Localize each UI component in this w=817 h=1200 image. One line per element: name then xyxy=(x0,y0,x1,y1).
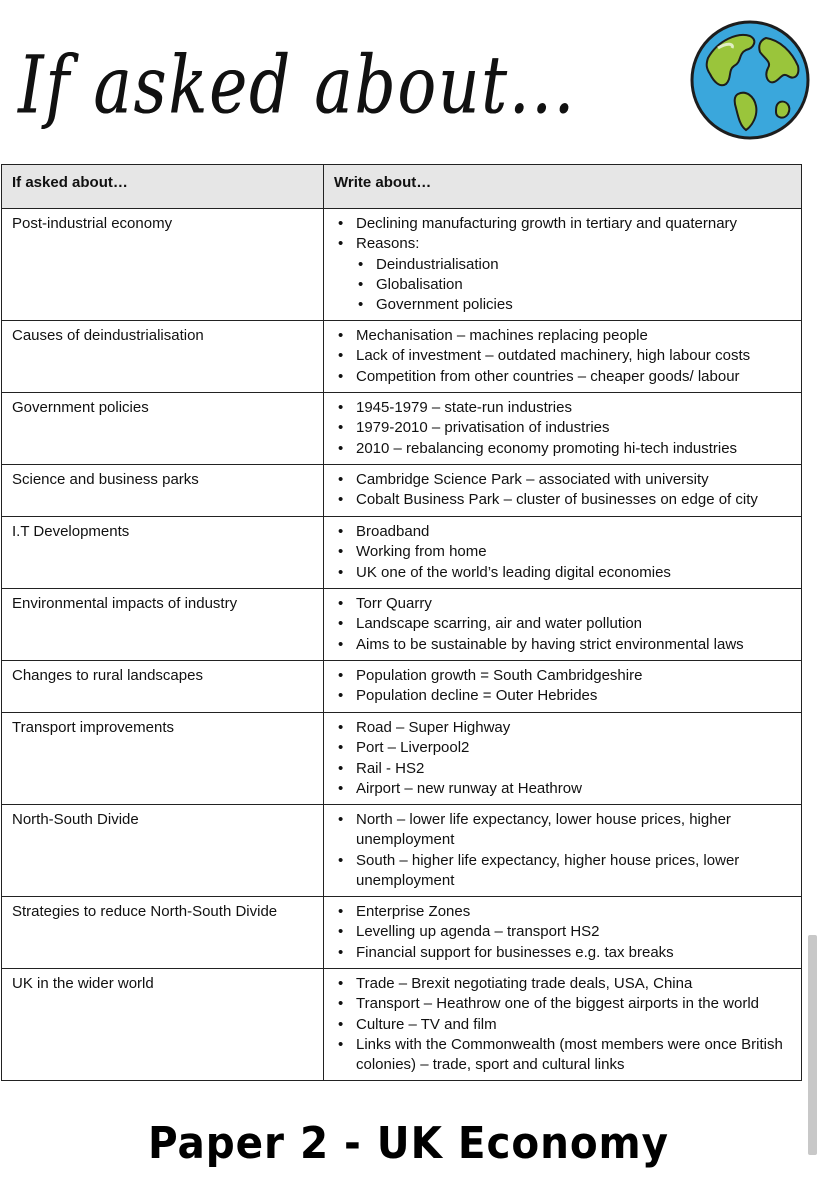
topic-cell: Science and business parks xyxy=(2,465,324,517)
bullet-point: • Links with the Commonwealth (most members were once British colonies) – trade, sport and cultural links xyxy=(334,1035,791,1076)
bullet-point: • Aims to be sustainable by having strict environmental laws xyxy=(334,635,791,655)
points-cell xyxy=(324,897,802,969)
points-cell xyxy=(324,805,802,897)
bullet-point: • South – higher life expectancy, higher house prices, lower unemployment xyxy=(334,851,791,892)
bullet-point: • Road – Super Highway xyxy=(334,718,791,738)
table-row xyxy=(2,321,802,393)
points-cell xyxy=(324,321,802,393)
bullet-point: • 1979-2010 – privatisation of industries xyxy=(334,418,791,438)
page-title-text: If asked about... xyxy=(18,40,576,133)
column-header-topic: If asked about… xyxy=(2,165,324,209)
points-cell xyxy=(324,209,802,321)
scrollbar[interactable] xyxy=(808,935,817,1155)
bullet-point: • Reasons: xyxy=(334,234,791,254)
bullet-point: • Cobalt Business Park – cluster of businesses on edge of city xyxy=(334,490,791,510)
column-header-write: Write about… xyxy=(324,165,802,209)
bullet-point: • 1945-1979 – state-run industries xyxy=(334,398,791,418)
points-cell xyxy=(324,393,802,465)
topic-cell: North-South Divide xyxy=(2,805,324,897)
bullet-point: • Mechanisation – machines replacing people xyxy=(334,326,791,346)
points-cell xyxy=(324,517,802,589)
bullet-point: • Cambridge Science Park – associated with university xyxy=(334,470,791,490)
table-row xyxy=(2,713,802,805)
bullet-point: • Financial support for businesses e.g. tax breaks xyxy=(334,943,791,963)
table-header-row xyxy=(2,165,802,209)
table-row xyxy=(2,517,802,589)
table-row xyxy=(2,393,802,465)
bullet-point: • Competition from other countries – cheaper goods/ labour xyxy=(334,367,791,387)
topic-cell: Environmental impacts of industry xyxy=(2,589,324,661)
topic-cell: UK in the wider world xyxy=(2,969,324,1081)
table-row xyxy=(2,589,802,661)
topic-cell: Causes of deindustrialisation xyxy=(2,321,324,393)
points-cell xyxy=(324,969,802,1081)
topics-table xyxy=(1,164,802,1081)
topic-cell: Government policies xyxy=(2,393,324,465)
bullet-point: • UK one of the world’s leading digital economies xyxy=(334,563,791,583)
footer-title: Paper 2 - UK Economy xyxy=(148,1118,669,1169)
table-row xyxy=(2,969,802,1081)
bullet-point: • North – lower life expectancy, lower house prices, higher unemployment xyxy=(334,810,791,851)
table-row xyxy=(2,661,802,713)
sub-bullet-point: • Globalisation xyxy=(334,275,791,295)
bullet-point: • Transport – Heathrow one of the biggest airports in the world xyxy=(334,994,791,1014)
globe-icon xyxy=(688,18,812,142)
bullet-point: • Lack of investment – outdated machinery, high labour costs xyxy=(334,346,791,366)
table-row xyxy=(2,897,802,969)
bullet-point: • Rail - HS2 xyxy=(334,759,791,779)
table-row xyxy=(2,805,802,897)
points-cell xyxy=(324,465,802,517)
bullet-point: • Port – Liverpool2 xyxy=(334,738,791,758)
topic-cell: Changes to rural landscapes xyxy=(2,661,324,713)
bullet-point: • Working from home xyxy=(334,542,791,562)
bullet-point: • Population decline = Outer Hebrides xyxy=(334,686,791,706)
table-row xyxy=(2,209,802,321)
bullet-point: • Airport – new runway at Heathrow xyxy=(334,779,791,799)
points-cell xyxy=(324,713,802,805)
topic-cell: I.T Developments xyxy=(2,517,324,589)
bullet-point: • Torr Quarry xyxy=(334,594,791,614)
sub-bullet-point: • Deindustrialisation xyxy=(334,255,791,275)
sub-bullet-point: • Government policies xyxy=(334,295,791,315)
bullet-point: • Landscape scarring, air and water pollution xyxy=(334,614,791,634)
table-row xyxy=(2,465,802,517)
bullet-point: • Trade – Brexit negotiating trade deals, USA, China xyxy=(334,974,791,994)
points-cell xyxy=(324,589,802,661)
page-title xyxy=(8,18,628,138)
bullet-point: • Broadband xyxy=(334,522,791,542)
bullet-point: • Declining manufacturing growth in tertiary and quaternary xyxy=(334,214,791,234)
points-cell xyxy=(324,661,802,713)
bullet-point: • Levelling up agenda – transport HS2 xyxy=(334,922,791,942)
bullet-point: • Population growth = South Cambridgeshire xyxy=(334,666,791,686)
bullet-point: • 2010 – rebalancing economy promoting hi-tech industries xyxy=(334,439,791,459)
bullet-point: • Culture – TV and film xyxy=(334,1015,791,1035)
topic-cell: Transport improvements xyxy=(2,713,324,805)
topic-cell: Strategies to reduce North-South Divide xyxy=(2,897,324,969)
bullet-point: • Enterprise Zones xyxy=(334,902,791,922)
topic-cell: Post-industrial economy xyxy=(2,209,324,321)
